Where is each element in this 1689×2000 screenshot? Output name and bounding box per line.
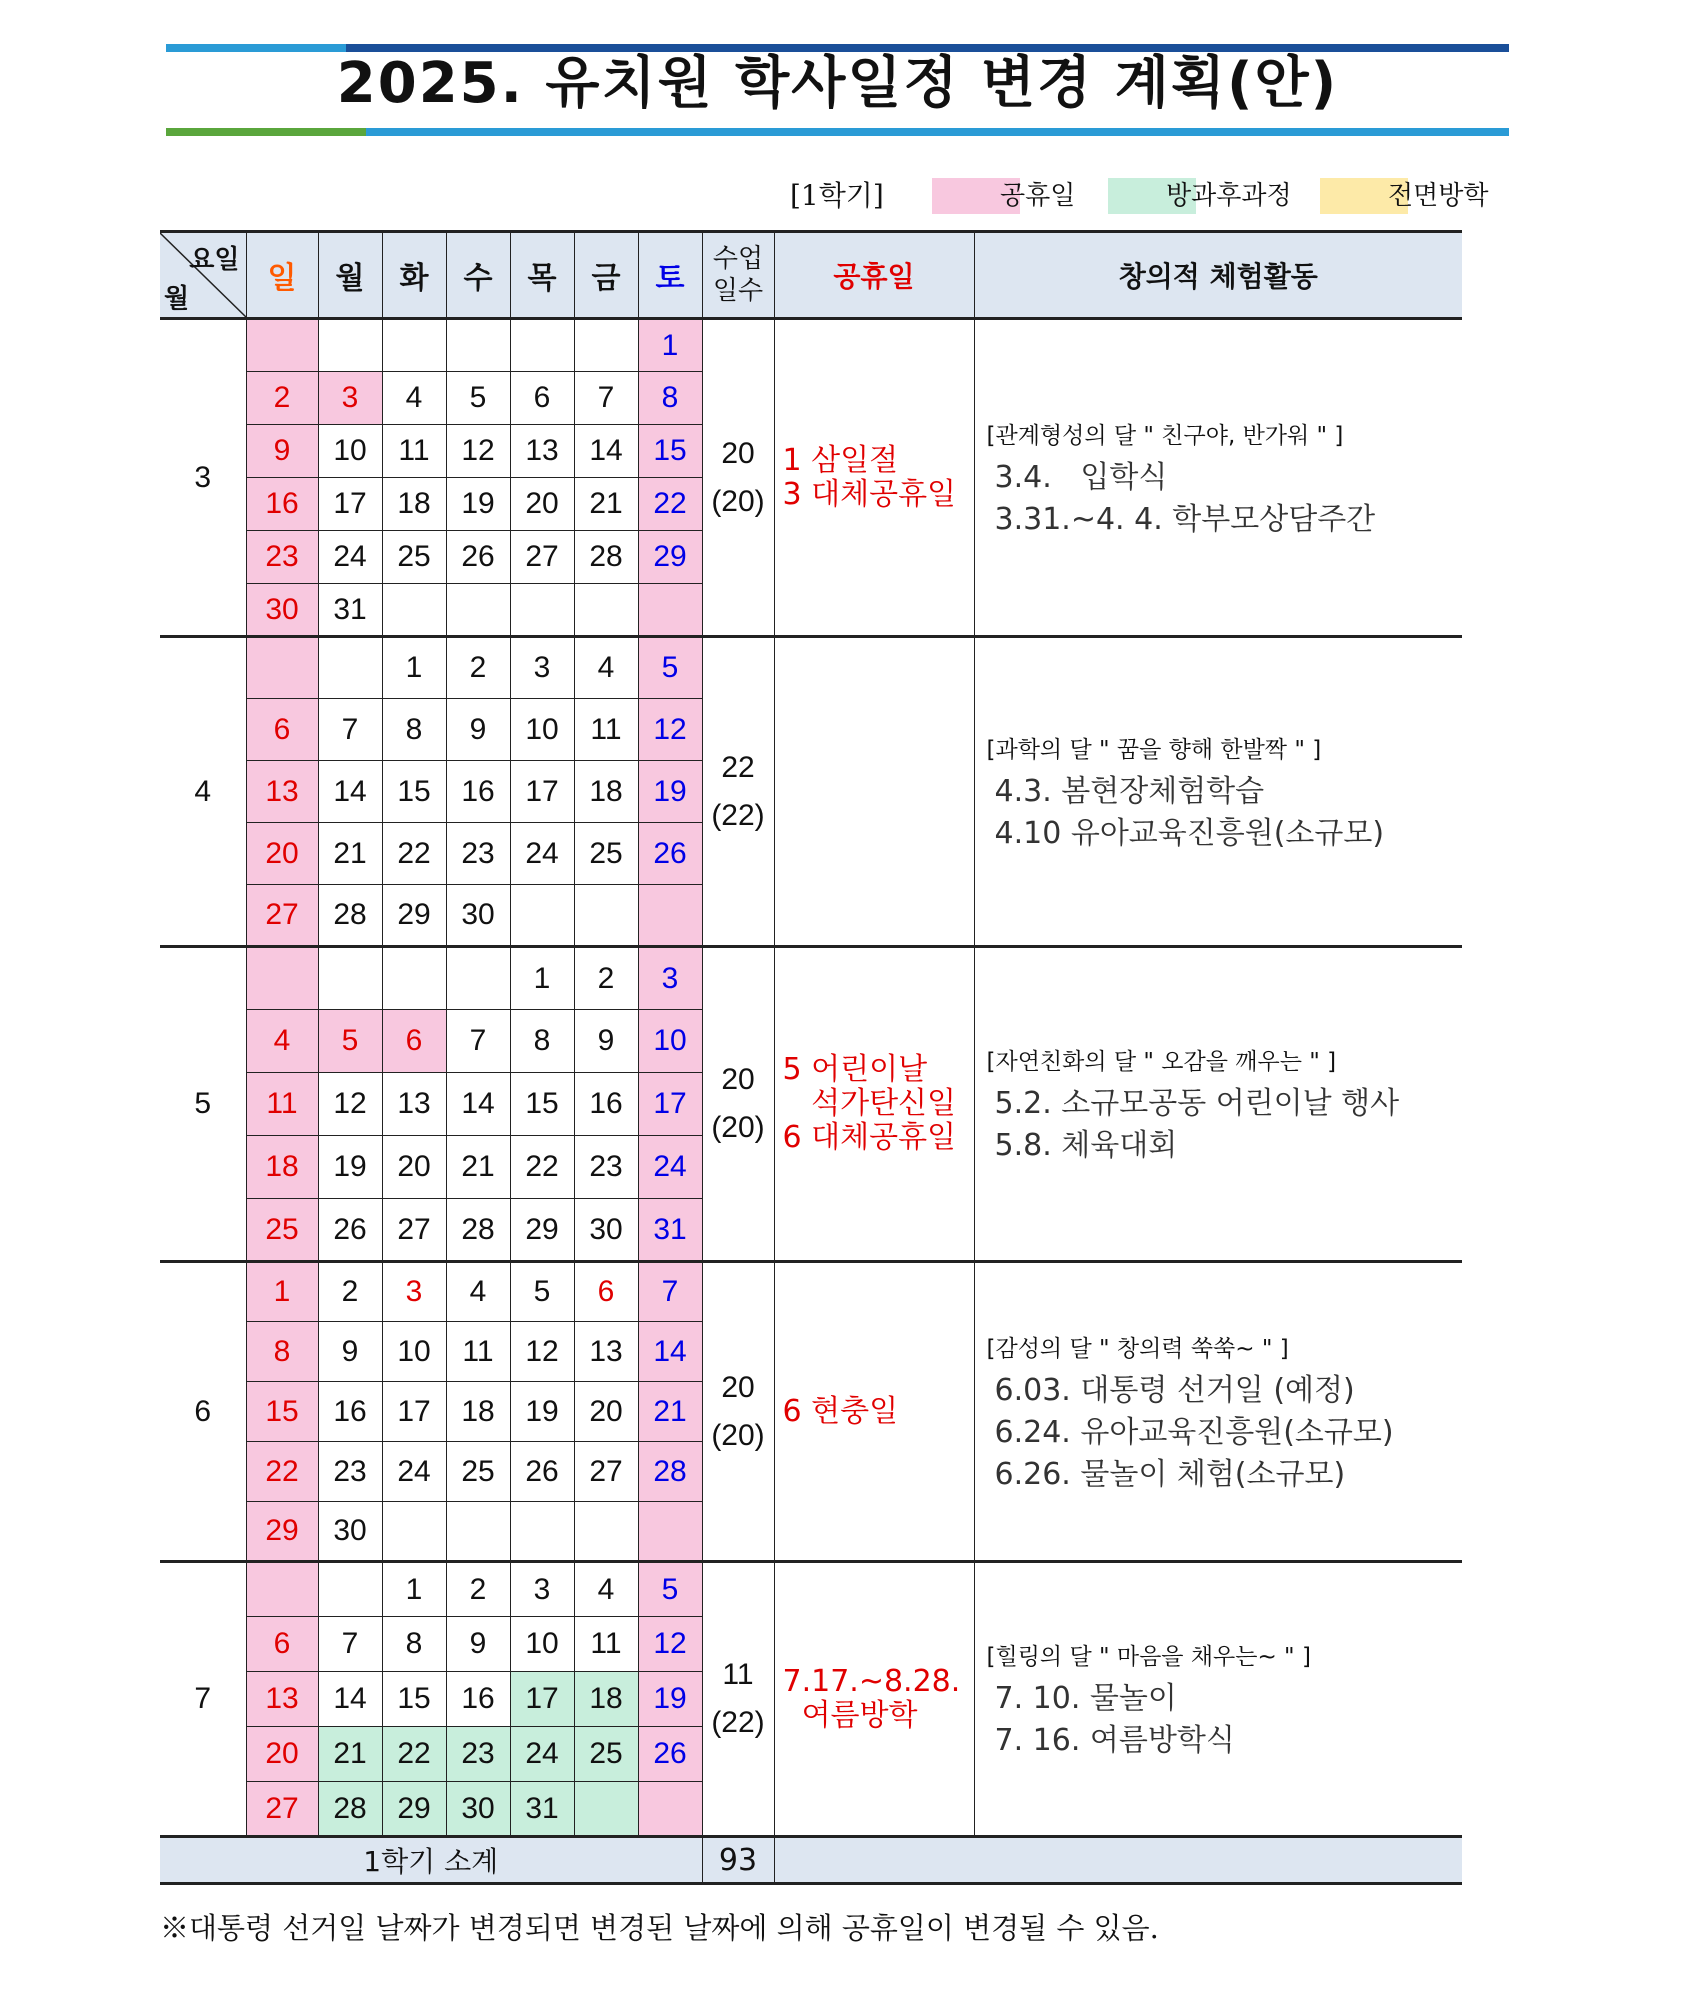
day-cell: 23 bbox=[446, 823, 510, 885]
header-fri: 금 bbox=[574, 232, 638, 319]
activities-cell bbox=[974, 947, 1462, 1262]
day-cell: 18 bbox=[574, 1672, 638, 1727]
day-cell: 6 bbox=[510, 372, 574, 425]
day-cell: 22 bbox=[382, 823, 446, 885]
legend-label-vacation: 전면방학 bbox=[1388, 181, 1489, 211]
day-cell: 22 bbox=[246, 1442, 318, 1502]
holiday-cell bbox=[774, 1262, 974, 1562]
day-cell: 12 bbox=[638, 699, 702, 761]
school-days-value: 20 bbox=[721, 436, 755, 470]
activity-item: 5.8. 체육대회 bbox=[994, 1128, 1178, 1163]
day-cell: 20 bbox=[382, 1136, 446, 1199]
day-cell: 25 bbox=[446, 1442, 510, 1502]
month-label: 3 bbox=[160, 319, 246, 637]
week-row bbox=[160, 637, 1462, 699]
header-row bbox=[160, 232, 1462, 319]
legend-label-holiday: 공휴일 bbox=[1000, 181, 1076, 211]
day-cell: 14 bbox=[446, 1073, 510, 1136]
day-cell bbox=[574, 319, 638, 372]
school-days-value: 22 bbox=[721, 750, 755, 784]
holiday-cell bbox=[774, 947, 974, 1262]
header-holiday: 공휴일 bbox=[774, 232, 974, 319]
day-cell bbox=[638, 885, 702, 947]
day-cell: 3 bbox=[382, 1262, 446, 1322]
activities-cell bbox=[974, 1262, 1462, 1562]
activity-item: 7. 10. 물놀이 bbox=[994, 1681, 1177, 1716]
activity-item: 6.26. 물놀이 체험(소규모) bbox=[994, 1456, 1346, 1492]
day-cell: 13 bbox=[246, 1672, 318, 1727]
day-cell: 1 bbox=[246, 1262, 318, 1322]
day-cell: 30 bbox=[318, 1502, 382, 1562]
day-cell: 15 bbox=[510, 1073, 574, 1136]
day-cell: 17 bbox=[510, 761, 574, 823]
holiday-item: 6 현충일 bbox=[782, 1393, 899, 1429]
day-cell: 24 bbox=[382, 1442, 446, 1502]
day-cell: 20 bbox=[246, 823, 318, 885]
day-cell: 16 bbox=[446, 761, 510, 823]
day-cell: 8 bbox=[382, 699, 446, 761]
day-cell: 4 bbox=[382, 372, 446, 425]
activity-item: 5.2. 소규모공동 어린이날 행사 bbox=[994, 1086, 1400, 1121]
activity-month-theme: [관계형성의 달 " 친구야, 반가워 " ] bbox=[986, 422, 1344, 449]
day-cell: 15 bbox=[382, 761, 446, 823]
activity-item: 7. 16. 여름방학식 bbox=[994, 1723, 1235, 1758]
day-cell: 13 bbox=[382, 1073, 446, 1136]
day-cell: 29 bbox=[382, 885, 446, 947]
day-cell: 4 bbox=[446, 1262, 510, 1322]
school-days-sub: (22) bbox=[711, 798, 765, 832]
schedule-table bbox=[160, 230, 1462, 1885]
activity-item: 3.4. 입학식 bbox=[994, 459, 1168, 495]
day-cell: 17 bbox=[510, 1672, 574, 1727]
week-row bbox=[160, 1562, 1462, 1617]
holiday-item: 5 어린이날 bbox=[782, 1052, 928, 1087]
day-cell: 3 bbox=[318, 372, 382, 425]
day-cell: 8 bbox=[510, 1010, 574, 1073]
activities-cell bbox=[974, 637, 1462, 947]
holiday-item: 1 삼일절 bbox=[782, 442, 899, 478]
day-cell: 1 bbox=[510, 947, 574, 1010]
day-cell: 10 bbox=[510, 699, 574, 761]
day-cell: 28 bbox=[638, 1442, 702, 1502]
day-cell: 14 bbox=[318, 1672, 382, 1727]
day-cell: 29 bbox=[510, 1199, 574, 1262]
school-days-sub: (20) bbox=[711, 1111, 765, 1144]
day-cell: 3 bbox=[638, 947, 702, 1010]
activity-item: 6.03. 대통령 선거일 (예정) bbox=[994, 1372, 1355, 1408]
month-label: 6 bbox=[160, 1262, 246, 1562]
day-cell bbox=[446, 584, 510, 637]
day-cell: 15 bbox=[246, 1382, 318, 1442]
day-cell: 18 bbox=[446, 1382, 510, 1442]
activity-month-theme: [감성의 달 " 창의력 쑥쑥~ " ] bbox=[986, 1335, 1289, 1362]
day-cell: 3 bbox=[510, 1562, 574, 1617]
day-cell: 12 bbox=[638, 1617, 702, 1672]
day-cell: 7 bbox=[446, 1010, 510, 1073]
week-row bbox=[160, 319, 1462, 372]
day-cell: 18 bbox=[382, 478, 446, 531]
school-days-sub: (20) bbox=[711, 484, 765, 518]
header-tue: 화 bbox=[382, 232, 446, 319]
day-cell bbox=[574, 1502, 638, 1562]
day-cell: 22 bbox=[638, 478, 702, 531]
activity-month-theme: [과학의 달 " 꿈을 향해 한발짝 " ] bbox=[986, 736, 1322, 763]
activity-month-theme: [자연친화의 달 " 오감을 깨우는 " ] bbox=[986, 1049, 1337, 1075]
day-cell bbox=[446, 1502, 510, 1562]
day-cell: 27 bbox=[246, 1782, 318, 1837]
day-cell: 5 bbox=[318, 1010, 382, 1073]
school-days-sub: (22) bbox=[711, 1706, 765, 1739]
subtotal-label: 1학기 소계 bbox=[160, 1837, 702, 1884]
school-days-cell bbox=[702, 1262, 774, 1562]
day-cell: 11 bbox=[446, 1322, 510, 1382]
day-cell: 6 bbox=[574, 1262, 638, 1322]
day-cell: 15 bbox=[382, 1672, 446, 1727]
day-cell: 18 bbox=[574, 761, 638, 823]
day-cell: 18 bbox=[246, 1136, 318, 1199]
month-label: 7 bbox=[160, 1562, 246, 1837]
day-cell: 8 bbox=[382, 1617, 446, 1672]
holiday-cell bbox=[774, 319, 974, 637]
day-cell bbox=[574, 584, 638, 637]
holiday-item: 3 대체공휴일 bbox=[782, 476, 957, 512]
day-cell: 23 bbox=[574, 1136, 638, 1199]
school-days-cell bbox=[702, 947, 774, 1262]
page-title: 2025. 유치원 학사일정 변경 계획(안) bbox=[336, 51, 1339, 116]
day-cell: 21 bbox=[638, 1382, 702, 1442]
day-cell: 17 bbox=[382, 1382, 446, 1442]
footnote: ※대통령 선거일 날짜가 변경되면 변경된 날짜에 의해 공휴일이 변경될 수 있음. bbox=[160, 1911, 1159, 1945]
school-days-cell bbox=[702, 1562, 774, 1837]
day-cell: 13 bbox=[246, 761, 318, 823]
day-cell bbox=[246, 947, 318, 1010]
day-cell: 15 bbox=[638, 425, 702, 478]
day-cell bbox=[382, 947, 446, 1010]
activity-item: 3.31.~4. 4. 학부모상담주간 bbox=[994, 501, 1376, 537]
day-cell: 10 bbox=[382, 1322, 446, 1382]
day-cell: 1 bbox=[382, 1562, 446, 1617]
day-cell bbox=[246, 1562, 318, 1617]
day-cell: 25 bbox=[246, 1199, 318, 1262]
day-cell bbox=[446, 947, 510, 1010]
header-activities: 창의적 체험활동 bbox=[974, 232, 1462, 319]
day-cell: 24 bbox=[638, 1136, 702, 1199]
day-cell: 31 bbox=[318, 584, 382, 637]
day-cell: 5 bbox=[638, 1562, 702, 1617]
day-cell: 1 bbox=[638, 319, 702, 372]
day-cell: 9 bbox=[446, 699, 510, 761]
day-cell: 11 bbox=[574, 1617, 638, 1672]
day-cell: 28 bbox=[574, 531, 638, 584]
day-cell: 6 bbox=[246, 1617, 318, 1672]
day-cell: 29 bbox=[382, 1782, 446, 1837]
day-cell: 19 bbox=[446, 478, 510, 531]
activity-item: 4.10 유아교육진흥원(소규모) bbox=[994, 815, 1385, 851]
activity-month-theme: [힐링의 달 " 마음을 채우는~ " ] bbox=[986, 1644, 1311, 1670]
month-label: 4 bbox=[160, 637, 246, 947]
day-cell: 19 bbox=[510, 1382, 574, 1442]
day-cell: 30 bbox=[446, 885, 510, 947]
day-cell: 9 bbox=[446, 1617, 510, 1672]
day-cell: 24 bbox=[318, 531, 382, 584]
day-cell: 13 bbox=[574, 1322, 638, 1382]
day-cell: 21 bbox=[318, 823, 382, 885]
activities-cell bbox=[974, 1562, 1462, 1837]
holiday-item: 6 대체공휴일 bbox=[782, 1120, 957, 1155]
day-cell: 20 bbox=[510, 478, 574, 531]
subtotal-empty bbox=[774, 1837, 1462, 1884]
day-cell bbox=[318, 947, 382, 1010]
day-cell: 13 bbox=[510, 425, 574, 478]
day-cell: 29 bbox=[246, 1502, 318, 1562]
activity-item: 4.3. 봄현장체험학습 bbox=[994, 773, 1265, 809]
header-sat: 토 bbox=[638, 232, 702, 319]
header-school-days: 수업일수 bbox=[702, 232, 774, 319]
day-cell: 12 bbox=[510, 1322, 574, 1382]
day-cell: 17 bbox=[638, 1073, 702, 1136]
title-bottom-bar-left bbox=[166, 128, 366, 136]
day-cell: 27 bbox=[382, 1199, 446, 1262]
semester-label: [1학기] bbox=[790, 179, 884, 212]
header-sun: 일 bbox=[246, 232, 318, 319]
day-cell: 14 bbox=[638, 1322, 702, 1382]
day-cell bbox=[574, 1782, 638, 1837]
school-days-value: 20 bbox=[721, 1063, 755, 1096]
legend-label-afterschool: 방과후과정 bbox=[1166, 181, 1292, 211]
school-days-cell bbox=[702, 637, 774, 947]
day-cell: 30 bbox=[246, 584, 318, 637]
day-cell: 14 bbox=[318, 761, 382, 823]
day-cell: 31 bbox=[638, 1199, 702, 1262]
header-wed: 수 bbox=[446, 232, 510, 319]
day-cell: 7 bbox=[638, 1262, 702, 1322]
day-cell: 6 bbox=[246, 699, 318, 761]
day-cell: 9 bbox=[246, 425, 318, 478]
day-cell: 5 bbox=[446, 372, 510, 425]
day-cell: 19 bbox=[638, 761, 702, 823]
day-cell: 22 bbox=[382, 1727, 446, 1782]
day-cell: 26 bbox=[318, 1199, 382, 1262]
title-bottom-bar-right bbox=[366, 128, 1509, 136]
school-days-cell bbox=[702, 319, 774, 637]
week-row bbox=[160, 1262, 1462, 1322]
day-cell: 26 bbox=[638, 823, 702, 885]
corner-month-label: 월 bbox=[164, 284, 190, 314]
day-cell: 9 bbox=[318, 1322, 382, 1382]
day-cell: 11 bbox=[574, 699, 638, 761]
school-days-value: 20 bbox=[721, 1370, 755, 1404]
day-cell: 31 bbox=[510, 1782, 574, 1837]
day-cell: 26 bbox=[510, 1442, 574, 1502]
header-mon: 월 bbox=[318, 232, 382, 319]
week-row bbox=[160, 947, 1462, 1010]
day-cell: 24 bbox=[510, 823, 574, 885]
day-cell: 24 bbox=[510, 1727, 574, 1782]
day-cell: 19 bbox=[318, 1136, 382, 1199]
day-cell: 4 bbox=[574, 1562, 638, 1617]
subtotal-row bbox=[160, 1837, 1462, 1884]
holiday-item: 여름방학 bbox=[782, 1698, 918, 1733]
day-cell bbox=[510, 584, 574, 637]
day-cell bbox=[382, 1502, 446, 1562]
day-cell bbox=[510, 319, 574, 372]
day-cell: 30 bbox=[574, 1199, 638, 1262]
day-cell: 5 bbox=[638, 637, 702, 699]
day-cell: 7 bbox=[318, 699, 382, 761]
day-cell: 1 bbox=[382, 637, 446, 699]
day-cell: 7 bbox=[574, 372, 638, 425]
day-cell bbox=[318, 637, 382, 699]
day-cell: 2 bbox=[318, 1262, 382, 1322]
day-cell: 11 bbox=[246, 1073, 318, 1136]
holiday-cell bbox=[774, 637, 974, 947]
day-cell bbox=[446, 319, 510, 372]
holiday-item: 7.17.~8.28. bbox=[782, 1664, 961, 1699]
day-cell: 30 bbox=[446, 1782, 510, 1837]
day-cell: 2 bbox=[446, 1562, 510, 1617]
day-cell: 3 bbox=[510, 637, 574, 699]
holiday-item: 석가탄신일 bbox=[782, 1086, 957, 1121]
day-cell bbox=[382, 584, 446, 637]
day-cell: 29 bbox=[638, 531, 702, 584]
day-cell: 2 bbox=[574, 947, 638, 1010]
day-cell: 2 bbox=[446, 637, 510, 699]
day-cell bbox=[638, 1782, 702, 1837]
day-cell: 16 bbox=[446, 1672, 510, 1727]
day-cell bbox=[574, 885, 638, 947]
day-cell: 17 bbox=[318, 478, 382, 531]
school-days-sub: (20) bbox=[711, 1418, 765, 1452]
day-cell: 5 bbox=[510, 1262, 574, 1322]
day-cell: 22 bbox=[510, 1136, 574, 1199]
holiday-cell bbox=[774, 1562, 974, 1837]
day-cell bbox=[638, 584, 702, 637]
day-cell: 23 bbox=[318, 1442, 382, 1502]
day-cell: 4 bbox=[246, 1010, 318, 1073]
header-thu: 목 bbox=[510, 232, 574, 319]
day-cell: 11 bbox=[382, 425, 446, 478]
day-cell: 4 bbox=[574, 637, 638, 699]
school-days-value: 11 bbox=[722, 1658, 754, 1691]
day-cell: 20 bbox=[574, 1382, 638, 1442]
day-cell: 28 bbox=[318, 1782, 382, 1837]
day-cell: 23 bbox=[446, 1727, 510, 1782]
day-cell: 7 bbox=[318, 1617, 382, 1672]
day-cell bbox=[638, 1502, 702, 1562]
day-cell bbox=[510, 1502, 574, 1562]
month-label: 5 bbox=[160, 947, 246, 1262]
day-cell: 26 bbox=[638, 1727, 702, 1782]
day-cell: 10 bbox=[510, 1617, 574, 1672]
day-cell: 21 bbox=[318, 1727, 382, 1782]
day-cell: 19 bbox=[638, 1672, 702, 1727]
day-cell: 20 bbox=[246, 1727, 318, 1782]
day-cell: 27 bbox=[510, 531, 574, 584]
day-cell: 25 bbox=[382, 531, 446, 584]
day-cell: 27 bbox=[574, 1442, 638, 1502]
day-cell bbox=[246, 319, 318, 372]
day-cell: 27 bbox=[246, 885, 318, 947]
day-cell: 12 bbox=[446, 425, 510, 478]
day-cell: 9 bbox=[574, 1010, 638, 1073]
day-cell: 8 bbox=[638, 372, 702, 425]
day-cell bbox=[318, 319, 382, 372]
day-cell: 28 bbox=[446, 1199, 510, 1262]
day-cell: 2 bbox=[246, 372, 318, 425]
day-cell: 16 bbox=[574, 1073, 638, 1136]
activity-item: 6.24. 유아교육진흥원(소규모) bbox=[994, 1414, 1394, 1450]
day-cell: 16 bbox=[246, 478, 318, 531]
day-cell: 12 bbox=[318, 1073, 382, 1136]
day-cell: 10 bbox=[638, 1010, 702, 1073]
day-cell: 14 bbox=[574, 425, 638, 478]
day-cell: 10 bbox=[318, 425, 382, 478]
day-cell: 8 bbox=[246, 1322, 318, 1382]
day-cell: 6 bbox=[382, 1010, 446, 1073]
day-cell: 16 bbox=[318, 1382, 382, 1442]
subtotal-value: 93 bbox=[702, 1837, 774, 1884]
day-cell: 21 bbox=[446, 1136, 510, 1199]
day-cell: 21 bbox=[574, 478, 638, 531]
day-cell: 25 bbox=[574, 1727, 638, 1782]
day-cell: 23 bbox=[246, 531, 318, 584]
corner-day-label: 요일 bbox=[189, 245, 240, 275]
day-cell bbox=[510, 885, 574, 947]
calendar-body bbox=[160, 319, 1462, 1837]
day-cell: 28 bbox=[318, 885, 382, 947]
day-cell bbox=[382, 319, 446, 372]
day-cell bbox=[246, 637, 318, 699]
day-cell: 26 bbox=[446, 531, 510, 584]
day-cell bbox=[318, 1562, 382, 1617]
day-cell: 25 bbox=[574, 823, 638, 885]
corner-cell bbox=[160, 232, 246, 319]
activities-cell bbox=[974, 319, 1462, 637]
